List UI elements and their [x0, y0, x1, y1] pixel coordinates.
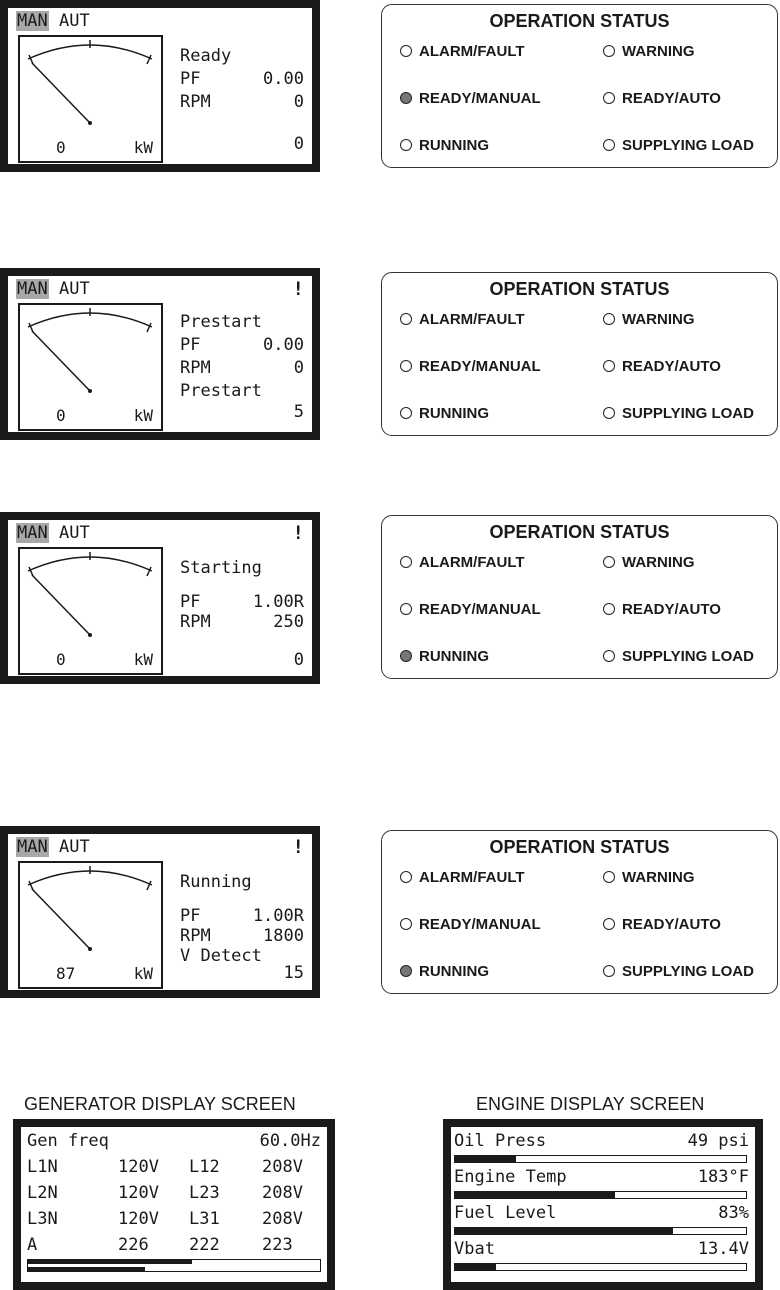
gen-line-voltage: 208V — [262, 1157, 303, 1177]
indicator-light-icon — [400, 603, 412, 615]
operation-status-title: OPERATION STATUS — [489, 279, 670, 299]
indicator-label: READY/MANUAL — [419, 601, 541, 618]
indicator-light-icon — [603, 965, 615, 977]
sub-state-label: V Detect — [180, 946, 262, 966]
indicator-light-icon — [400, 139, 412, 151]
gen-line-voltage: 208V — [262, 1183, 303, 1203]
engine-param-bar-fill — [455, 1192, 615, 1198]
rpm-label: RPM — [180, 926, 211, 946]
indicator-label: RUNNING — [419, 648, 489, 665]
mode-man-label: MAN — [17, 279, 48, 299]
pf-label: PF — [180, 69, 201, 89]
gen-phase-voltage: 120V — [118, 1183, 159, 1203]
mode-man-label: MAN — [17, 837, 48, 857]
supplying-load-indicator — [603, 963, 754, 980]
alarm-fault-indicator — [400, 554, 525, 571]
supplying-load-indicator — [603, 648, 754, 665]
counter-value: 0 — [293, 134, 304, 154]
lcd-screen — [8, 276, 312, 432]
indicator-label: SUPPLYING LOAD — [622, 648, 754, 665]
alarm-fault-indicator — [400, 43, 525, 60]
engine-param-bar-fill — [455, 1264, 496, 1270]
operation-status-panel-4 — [381, 830, 778, 994]
operation-status-title: OPERATION STATUS — [489, 11, 670, 31]
gen-amp-value: 223 — [262, 1235, 293, 1255]
rpm-label: RPM — [180, 358, 211, 378]
rpm-value: 250 — [273, 612, 304, 632]
gen-load-bar — [27, 1259, 321, 1272]
gen-amp-label: A — [27, 1235, 38, 1255]
kw-unit: kW — [133, 964, 153, 983]
engine-param-value: 183°F — [697, 1167, 749, 1187]
indicator-light-icon — [603, 407, 615, 419]
counter-value: 15 — [283, 963, 304, 983]
gen-amp-value: 222 — [189, 1235, 220, 1255]
indicator-light-icon — [400, 407, 412, 419]
sub-state-label: Prestart — [180, 381, 262, 401]
mode-man-label: MAN — [17, 11, 48, 31]
indicator-light-icon — [603, 603, 615, 615]
kw-meter — [18, 861, 163, 989]
warning-indicator — [603, 311, 695, 328]
indicator-light-icon — [603, 918, 615, 930]
running-indicator — [400, 137, 489, 154]
kw-unit: kW — [133, 138, 153, 157]
running-indicator — [400, 963, 489, 980]
indicator-label: SUPPLYING LOAD — [622, 405, 754, 422]
rpm-label: RPM — [180, 612, 211, 632]
alarm-fault-indicator — [400, 869, 525, 886]
mode-aut-label: AUT — [58, 11, 90, 31]
alert-icon: ! — [292, 522, 304, 544]
warning-indicator — [603, 43, 695, 60]
ready-auto-indicator — [603, 358, 721, 375]
ready-auto-indicator — [603, 601, 721, 618]
mode-man-label: MAN — [17, 523, 48, 543]
warning-indicator — [603, 869, 695, 886]
indicator-light-icon — [400, 871, 412, 883]
gen-freq-label: Gen freq — [27, 1131, 109, 1151]
gen-line-label: L12 — [189, 1157, 220, 1177]
operation-status-panel-2 — [381, 272, 778, 436]
engine-param-bar-fill — [455, 1156, 516, 1162]
counter-value: 0 — [293, 650, 304, 670]
indicator-light-icon — [603, 871, 615, 883]
kw-meter — [18, 303, 163, 431]
indicator-light-icon — [400, 45, 412, 57]
pf-label: PF — [180, 906, 201, 926]
ready-manual-indicator — [400, 601, 541, 618]
pf-value: 0.00 — [263, 69, 304, 89]
indicator-light-icon — [603, 313, 615, 325]
indicator-light-icon — [400, 965, 412, 977]
gen-line-label: L31 — [189, 1209, 220, 1229]
indicator-label: WARNING — [622, 554, 695, 571]
running-indicator — [400, 405, 489, 422]
indicator-label: ALARM/FAULT — [419, 43, 525, 60]
operation-status-panel-3 — [381, 515, 778, 679]
indicator-light-icon — [603, 360, 615, 372]
indicator-label: READY/AUTO — [622, 601, 721, 618]
indicator-label: WARNING — [622, 869, 695, 886]
kw-unit: kW — [133, 406, 153, 425]
ready-manual-indicator — [400, 90, 541, 107]
pf-label: PF — [180, 335, 201, 355]
mode-indicator — [16, 279, 90, 299]
lcd-screen — [8, 834, 312, 990]
gen-amp-value: 226 — [118, 1235, 149, 1255]
indicator-label: READY/MANUAL — [419, 90, 541, 107]
engine-state: Ready — [180, 46, 232, 66]
pf-value: 1.00R — [252, 906, 304, 926]
pf-label: PF — [180, 592, 201, 612]
indicator-label: READY/MANUAL — [419, 916, 541, 933]
gen-phase-voltage: 120V — [118, 1209, 159, 1229]
gen-load-bar-fill — [28, 1267, 145, 1271]
engine-param-label: Vbat — [454, 1239, 495, 1259]
operation-status-title: OPERATION STATUS — [489, 522, 670, 542]
engine-state: Running — [180, 872, 252, 892]
lcd-panel-3 — [0, 512, 320, 684]
engine-param-label: Engine Temp — [454, 1167, 567, 1187]
alert-icon: ! — [292, 278, 304, 300]
indicator-light-icon — [603, 556, 615, 568]
mode-aut-label: AUT — [58, 837, 90, 857]
indicator-label: READY/AUTO — [622, 358, 721, 375]
engine-state: Starting — [180, 558, 262, 578]
engine-param-bar — [454, 1227, 747, 1235]
lcd-screen — [8, 520, 312, 676]
indicator-label: SUPPLYING LOAD — [622, 963, 754, 980]
kw-value: 0 — [56, 650, 66, 669]
engine-screen-caption: ENGINE DISPLAY SCREEN — [476, 1094, 705, 1114]
indicator-label: ALARM/FAULT — [419, 869, 525, 886]
pf-value: 1.00R — [252, 592, 304, 612]
indicator-light-icon — [400, 918, 412, 930]
gen-phase-voltage: 120V — [118, 1157, 159, 1177]
engine-param-bar-fill — [455, 1228, 673, 1234]
rpm-label: RPM — [180, 92, 211, 112]
engine-screen-area — [451, 1127, 755, 1282]
indicator-label: READY/AUTO — [622, 916, 721, 933]
indicator-label: RUNNING — [419, 137, 489, 154]
engine-param-bar — [454, 1191, 747, 1199]
engine-param-value: 13.4V — [697, 1239, 749, 1259]
ready-auto-indicator — [603, 90, 721, 107]
alert-icon: ! — [292, 836, 304, 858]
pf-value: 0.00 — [263, 335, 304, 355]
indicator-label: READY/MANUAL — [419, 358, 541, 375]
supplying-load-indicator — [603, 137, 754, 154]
operation-status-panel-1 — [381, 4, 778, 168]
indicator-label: RUNNING — [419, 963, 489, 980]
counter-value: 5 — [293, 402, 304, 422]
engine-state: Prestart — [180, 312, 262, 332]
lcd-screen — [8, 8, 312, 164]
warning-indicator — [603, 554, 695, 571]
kw-value: 0 — [56, 406, 66, 425]
kw-meter — [18, 547, 163, 675]
operation-status-title: OPERATION STATUS — [489, 837, 670, 857]
gen-load-bar-fill — [28, 1260, 192, 1264]
generator-screen-caption: GENERATOR DISPLAY SCREEN — [24, 1094, 296, 1114]
indicator-label: WARNING — [622, 43, 695, 60]
engine-param-label: Oil Press — [454, 1131, 547, 1151]
rpm-value: 0 — [293, 358, 304, 378]
engine-param-value: 49 psi — [687, 1131, 749, 1151]
rpm-value: 1800 — [263, 926, 304, 946]
indicator-light-icon — [603, 650, 615, 662]
lcd-panel-1 — [0, 0, 320, 172]
ready-manual-indicator — [400, 916, 541, 933]
gen-phase-label: L3N — [27, 1209, 58, 1229]
mode-aut-label: AUT — [58, 279, 90, 299]
ready-auto-indicator — [603, 916, 721, 933]
indicator-light-icon — [400, 313, 412, 325]
mode-indicator — [16, 11, 90, 31]
indicator-light-icon — [603, 45, 615, 57]
gen-line-voltage: 208V — [262, 1209, 303, 1229]
indicator-light-icon — [400, 92, 412, 104]
mode-indicator — [16, 523, 90, 543]
kw-value: 87 — [56, 964, 76, 983]
gen-phase-label: L2N — [27, 1183, 58, 1203]
indicator-label: ALARM/FAULT — [419, 554, 525, 571]
indicator-label: READY/AUTO — [622, 90, 721, 107]
indicator-light-icon — [400, 556, 412, 568]
engine-param-bar — [454, 1155, 747, 1163]
indicator-light-icon — [603, 92, 615, 104]
ready-manual-indicator — [400, 358, 541, 375]
gen-line-label: L23 — [189, 1183, 220, 1203]
engine-param-label: Fuel Level — [454, 1203, 557, 1223]
engine-param-value: 83% — [718, 1203, 749, 1223]
generator-display-screen — [13, 1119, 335, 1290]
mode-aut-label: AUT — [58, 523, 90, 543]
indicator-label: SUPPLYING LOAD — [622, 137, 754, 154]
indicator-label: WARNING — [622, 311, 695, 328]
supplying-load-indicator — [603, 405, 754, 422]
indicator-light-icon — [400, 360, 412, 372]
running-indicator — [400, 648, 489, 665]
generator-screen-area — [21, 1127, 327, 1282]
kw-unit: kW — [133, 650, 153, 669]
indicator-label: RUNNING — [419, 405, 489, 422]
indicator-light-icon — [603, 139, 615, 151]
engine-param-bar — [454, 1263, 747, 1271]
lcd-panel-4 — [0, 826, 320, 998]
gen-phase-label: L1N — [27, 1157, 58, 1177]
engine-display-screen — [443, 1119, 763, 1290]
alarm-fault-indicator — [400, 311, 525, 328]
indicator-light-icon — [400, 650, 412, 662]
kw-meter — [18, 35, 163, 163]
lcd-panel-2 — [0, 268, 320, 440]
indicator-label: ALARM/FAULT — [419, 311, 525, 328]
rpm-value: 0 — [293, 92, 304, 112]
mode-indicator — [16, 837, 90, 857]
kw-value: 0 — [56, 138, 66, 157]
gen-freq-value: 60.0Hz — [259, 1131, 321, 1151]
